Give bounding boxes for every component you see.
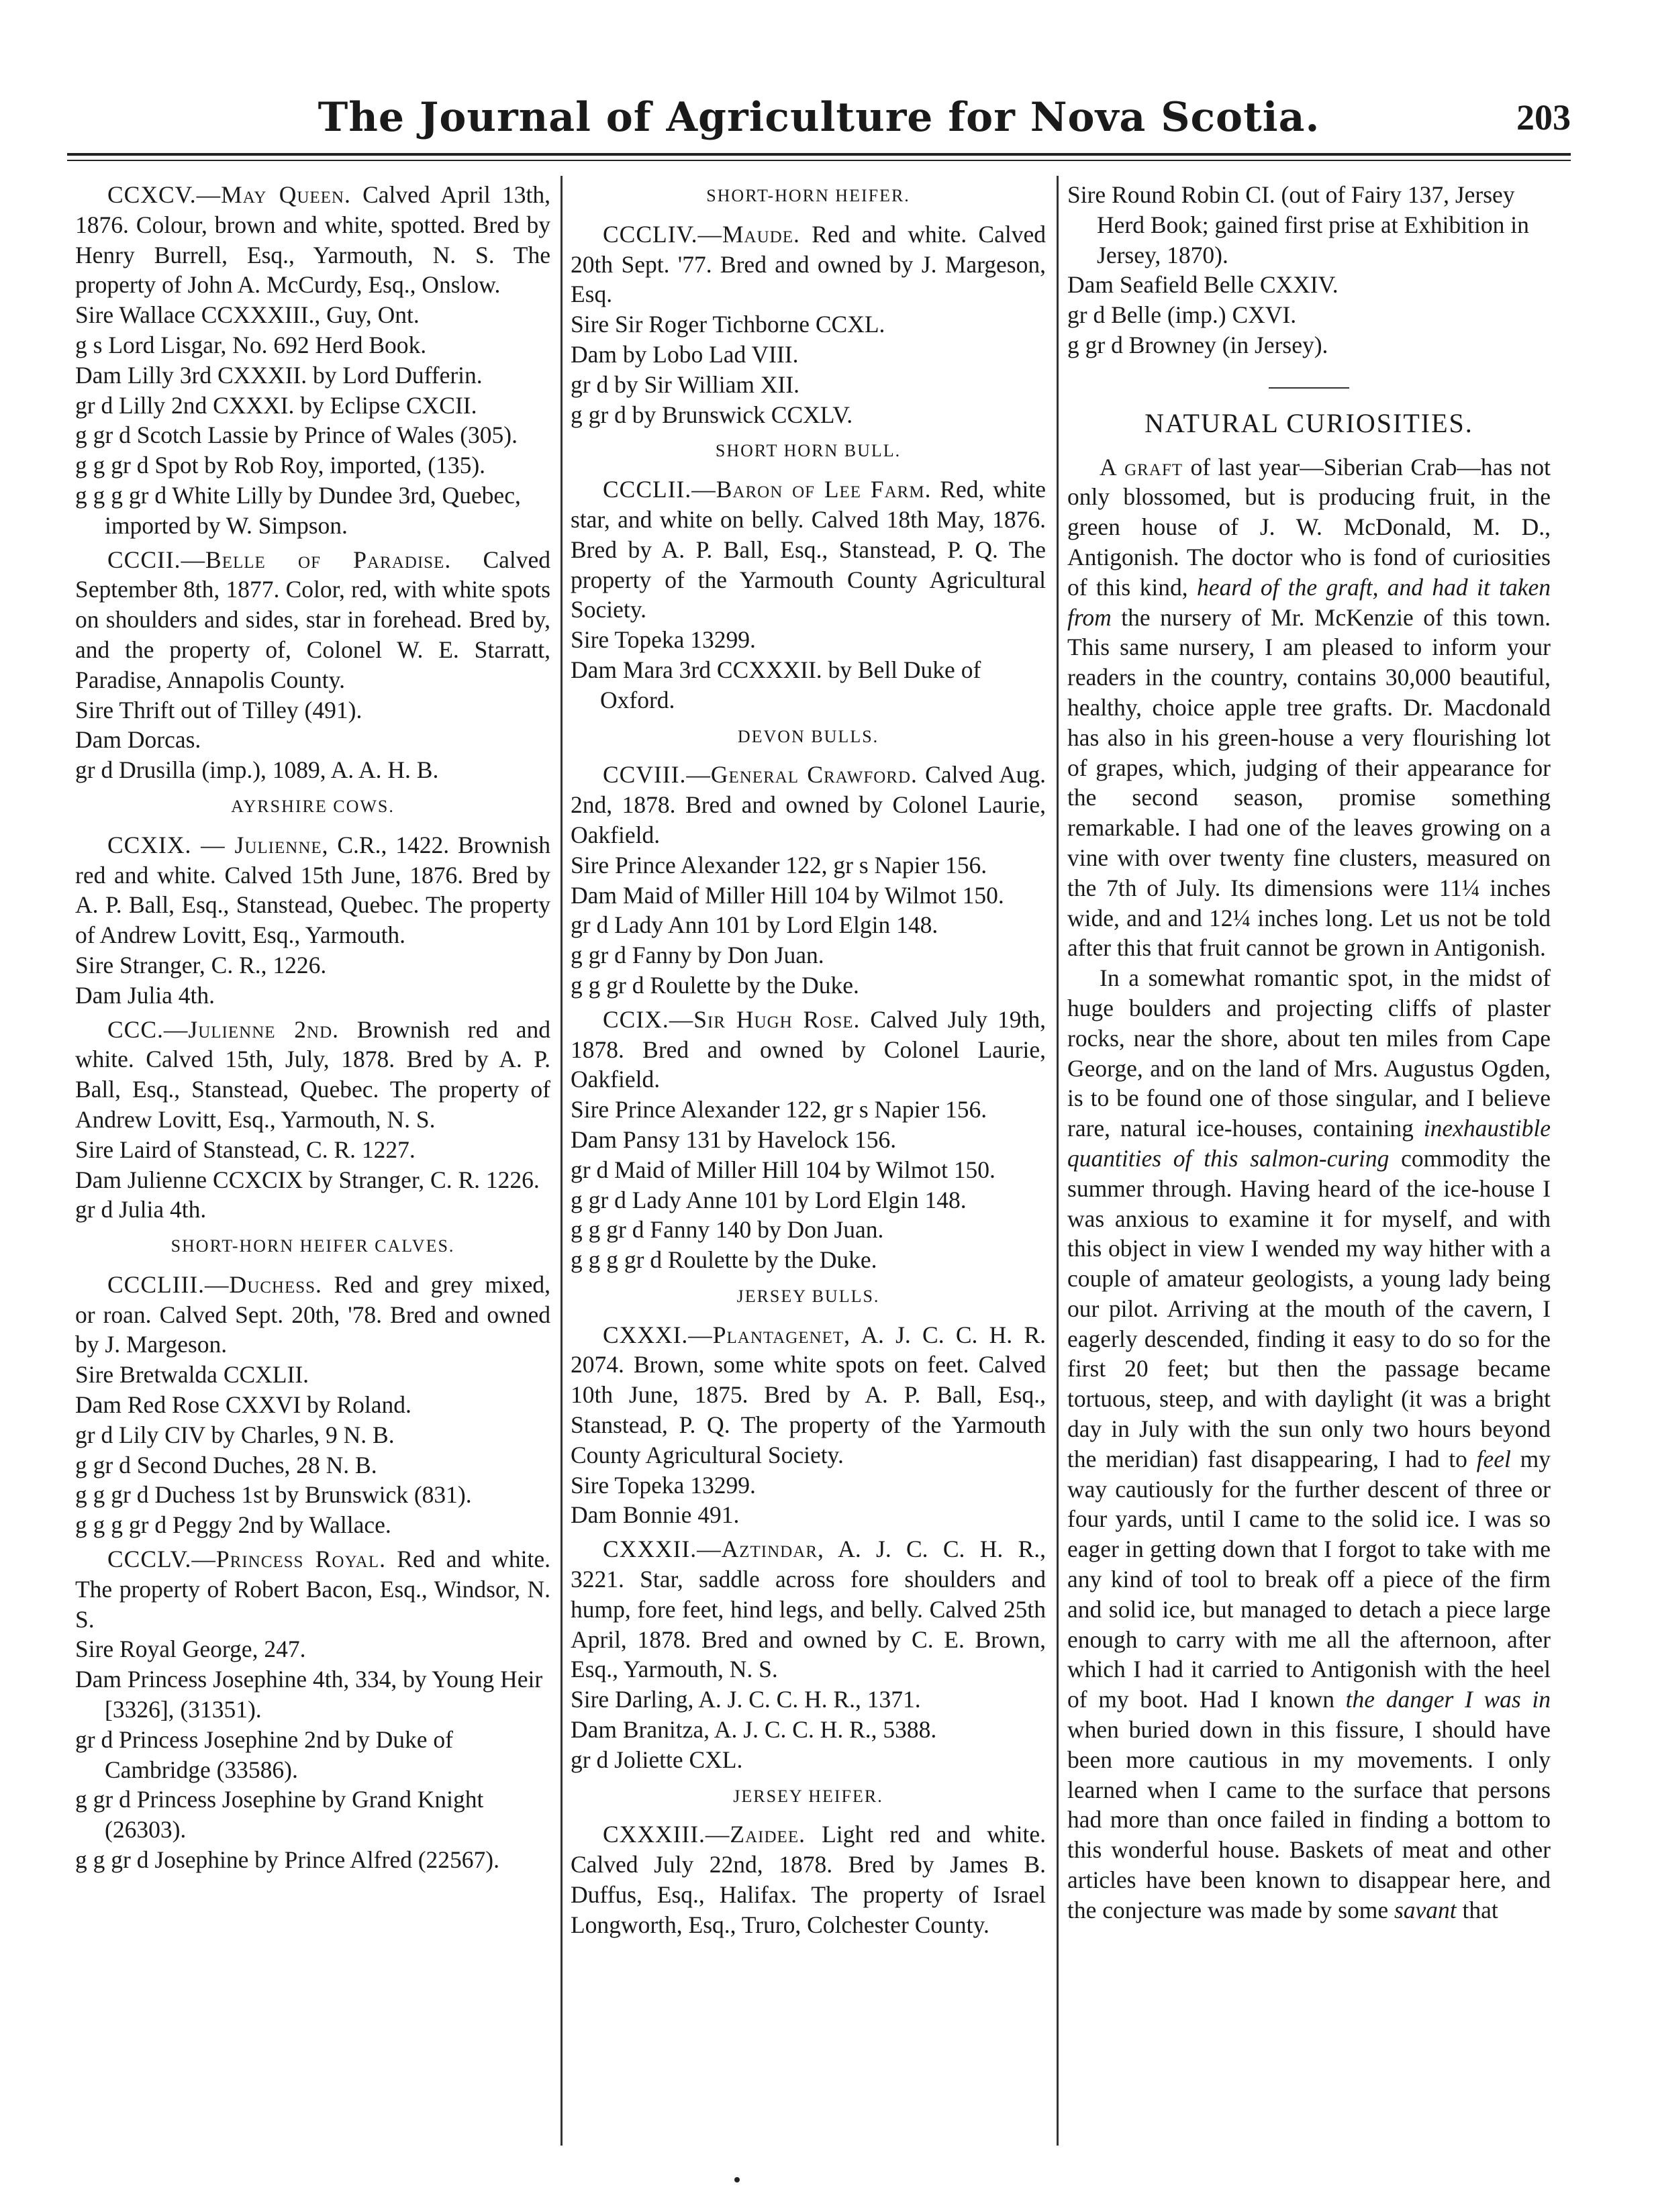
pedigree-line: gr d by Sir William XII. bbox=[571, 370, 800, 398]
pedigree-line: Dam Julia 4th. bbox=[75, 981, 215, 1009]
pedigree-line: g g g gr d White Lilly by Dundee 3rd, Quebec, imported by W. Simpson. bbox=[75, 481, 521, 539]
entry-princess-royal: CCCLV.—Princess Royal. Red and white. The property of Robert Bacon, Esq., Windsor, N. S. bbox=[75, 1546, 550, 1633]
pedigree-line: gr d Belle (imp.) CXVI. bbox=[1067, 301, 1297, 329]
pedigree-line: Sire Topeka 13299. bbox=[571, 1471, 756, 1499]
pedigree-line: g gr d Fanny by Don Juan. bbox=[571, 942, 824, 969]
pedigree-line: Dam Red Rose CXXVI by Roland. bbox=[75, 1391, 411, 1419]
pedigree-line: g gr d Browney (in Jersey). bbox=[1067, 331, 1328, 358]
entry-may-queen: CCXCV.—May Queen. Calved April 13th, 1876. Colour, brown and white, spotted. Bred by Henry Burrell, Esq., Yarmouth, N. S. The property of John A. McCurdy, Esq., Onslow. bbox=[75, 181, 550, 299]
pedigree-line: g gr d Princess Josephine by Grand Knight (26303). bbox=[75, 1786, 484, 1844]
pedigree-line: gr d Julia 4th. bbox=[75, 1196, 207, 1223]
pedigree-line: Sire Thrift out of Tilley (491). bbox=[75, 696, 362, 723]
pedigree-line: g g gr d Josephine by Prince Alfred (22567). bbox=[75, 1846, 499, 1874]
pedigree-line: Sire Royal George, 247. bbox=[75, 1636, 306, 1663]
pedigree-line: g gr d Second Duches, 28 N. B. bbox=[75, 1451, 377, 1478]
entry-belle-of-paradise: CCCII.—Belle of Paradise. Calved September 8th, 1877. Color, red, with white spots on shoulders and sides, star in forehead. Bred by, and the property of, Colonel W. E. Starratt, Paradise, Annapolis County. bbox=[75, 546, 550, 693]
entry-aztindar: CXXXII.—Aztindar, A. J. C. C. H. R., 3221. Star, saddle across fore shoulders and hump, fore feet, hind legs, and belly. Calved 25th April, 1878. Bred and owned by C. E. Brown, Esq., Yarmouth, N. S. bbox=[571, 1536, 1046, 1683]
section-heading-shorthorn-bull: SHORT HORN BULL. bbox=[715, 441, 902, 461]
pedigree-line: Dam Dorcas. bbox=[75, 726, 201, 754]
section-heading-shorthorn-heifer: SHORT-HORN HEIFER. bbox=[706, 186, 910, 205]
entry-sir-hugh-rose: CCIX.—Sir Hugh Rose. Calved July 19th, 1878. Bred and owned by Colonel Laurie, Oakfield. bbox=[571, 1005, 1046, 1093]
pedigree-line: Dam by Lobo Lad VIII. bbox=[571, 340, 799, 368]
pedigree-line: Dam Pansy 131 by Havelock 156. bbox=[571, 1125, 897, 1153]
pedigree-line: gr d Lady Ann 101 by Lord Elgin 148. bbox=[571, 911, 938, 939]
column-3 bbox=[1067, 180, 1551, 2146]
pedigree-line: Sire Topeka 13299. bbox=[571, 626, 756, 654]
section-heading-natural-curiosities: NATURAL CURIOSITIES. bbox=[1145, 407, 1473, 438]
pedigree-line: gr d Lilly 2nd CXXXI. by Eclipse CXCII. bbox=[75, 391, 477, 419]
pedigree-line: gr d Drusilla (imp.), 1089, A. A. H. B. bbox=[75, 756, 439, 784]
pedigree-line: g g g gr d Peggy 2nd by Wallace. bbox=[75, 1511, 391, 1539]
section-rule bbox=[1269, 387, 1349, 389]
pedigree-line: g g gr d Roulette by the Duke. bbox=[571, 971, 859, 999]
article-paragraph: A graft of last year—Siberian Crab—has not only blossomed, but is producing fruit, in the green house of J. W. McDonald, M. D., Antigonish. The doctor who is fond of curiosities of this kind, heard of the graft, and had it taken from the nursery of Mr. McKenzie of this town. This same nursery, I am pleased to inform your readers in the country, contains 30,000 beautiful, healthy, choice apple tree grafts. Dr. Macdonald has also in his green-house a very flourishing lot of grapes, which, judging of their appearance for the second season, promise something remarkable. I had one of the leaves growing on a vine with over twenty fine clusters, measured on the 7th of July. Its dimensions were 11¼ inches wide, and and 12¼ inches long. Let us not be told after this that fruit cannot be grown in Antigonish. bbox=[1067, 453, 1551, 962]
header-rule-bottom bbox=[67, 160, 1571, 161]
pedigree-line: Dam Princess Josephine 4th, 334, by Young Heir [3326], (31351). bbox=[75, 1666, 543, 1723]
pedigree-line: Dam Julienne CCXCIX by Stranger, C. R. 1226. bbox=[75, 1166, 540, 1193]
pedigree-line: gr d Princess Josephine 2nd by Duke of Cambridge (33586). bbox=[75, 1725, 453, 1783]
entry-julienne: CCXIX. — Julienne, C.R., 1422. Brownish red and white. Calved 15th June, 1876. Bred by A. P. Ball, Esq., Stanstead, Quebec. The property of Andrew Lovitt, Esq., Yarmouth. bbox=[75, 831, 550, 949]
section-heading-ayrshire: AYRSHIRE COWS. bbox=[231, 796, 395, 816]
entry-baron-of-lee-farm: CCCLII.—Baron of Lee Farm. Red, white star, and white on belly. Calved 18th May, 1876. Bred by A. P. Ball, Esq., Stanstead, P. Q. The property of the Yarmouth County Agricultural Society. bbox=[571, 476, 1046, 623]
entry-plantagenet: CXXXI.—Plantagenet, A. J. C. C. H. R. 2074. Brown, some white spots on feet. Calved 10th June, 1875. Bred by A. P. Ball, Esq., Stanstead, P. Q. The property of the Yarmouth County Agricultural Society. bbox=[571, 1321, 1046, 1468]
pedigree-line: gr d Lily CIV by Charles, 9 N. B. bbox=[75, 1421, 395, 1448]
pedigree-line: g g gr d Spot by Rob Roy, imported, (135). bbox=[75, 452, 486, 479]
entry-zaidee: CXXXIII.—Zaidee. Light red and white. Calved July 22nd, 1878. Bred by James B. Duffus, Esq., Halifax. The property of Israel Longworth, Esq., Truro, Colchester County. bbox=[571, 1821, 1046, 1938]
pedigree-line: Dam Mara 3rd CCXXXII. by Bell Duke of Oxford. bbox=[571, 656, 981, 713]
entry-maude: CCCLIV.—Maude. Red and white. Calved 20th Sept. '77. Bred and owned by J. Margeson, Esq. bbox=[571, 220, 1046, 308]
entry-julienne-2nd: CCC.—Julienne 2nd. Brownish red and white. Calved 15th, July, 1878. Bred by A. P. Ball, Esq., Stanstead, Quebec. The property of Andrew Lovitt, Esq., Yarmouth, N. S. bbox=[75, 1015, 550, 1133]
entry-duchess: CCCLIII.—Duchess. Red and grey mixed, or roan. Calved Sept. 20th, '78. Bred and owned by J. Margeson. bbox=[75, 1270, 550, 1358]
section-heading-shorthorn-calves: SHORT-HORN HEIFER CALVES. bbox=[171, 1236, 455, 1256]
entry-general-crawford: CCVIII.—General Crawford. Calved Aug. 2nd, 1878. Bred and owned by Colonel Laurie, Oakfield. bbox=[571, 761, 1046, 848]
pedigree-line: Sire Stranger, C. R., 1226. bbox=[75, 951, 327, 978]
pedigree-line: Dam Bonnie 491. bbox=[571, 1501, 740, 1529]
pedigree-line: g gr d Scotch Lassie by Prince of Wales (305). bbox=[75, 421, 518, 449]
pedigree-line: Dam Maid of Miller Hill 104 by Wilmot 150. bbox=[571, 881, 1004, 909]
pedigree-line: Dam Lilly 3rd CXXXII. by Lord Dufferin. bbox=[75, 361, 483, 389]
pedigree-line: g g g gr d Roulette by the Duke. bbox=[571, 1246, 877, 1274]
pedigree-line: Sire Round Robin CI. (out of Fairy 137, Jersey Herd Book; gained first prise at Exhibition in Jersey, 1870). bbox=[1067, 181, 1529, 268]
pedigree-line: Dam Branitza, A. J. C. C. H. R., 5388. bbox=[571, 1716, 937, 1744]
pedigree-line: g g gr d Fanny 140 by Don Juan. bbox=[571, 1216, 884, 1244]
column-divider-1 bbox=[561, 176, 563, 2146]
journal-title: The Journal of Agriculture for Nova Scotia. bbox=[318, 94, 1320, 141]
page-number: 203 bbox=[1516, 97, 1571, 138]
pedigree-line: g gr d by Brunswick CCXLV. bbox=[571, 401, 853, 428]
pedigree-line: Sire Laird of Stanstead, C. R. 1227. bbox=[75, 1136, 416, 1163]
pedigree-line: Sire Prince Alexander 122, gr s Napier 156. bbox=[571, 851, 987, 878]
pedigree-line: gr d Joliette CXL. bbox=[571, 1746, 743, 1773]
pedigree-line: Sire Wallace CCXXXIII., Guy, Ont. bbox=[75, 301, 420, 329]
section-heading-devon-bulls: DEVON BULLS. bbox=[737, 726, 879, 746]
pedigree-line: g g gr d Duchess 1st by Brunswick (831). bbox=[75, 1481, 472, 1509]
pedigree-line: Dam Seafield Belle CXXIV. bbox=[1067, 271, 1339, 299]
column-2 bbox=[571, 180, 1046, 2146]
header-rule-top bbox=[67, 153, 1571, 156]
page-header bbox=[67, 94, 1571, 148]
pedigree-line: Sire Sir Roger Tichborne CCXL. bbox=[571, 311, 885, 338]
pedigree-line: g gr d Lady Anne 101 by Lord Elgin 148. bbox=[571, 1186, 967, 1213]
section-heading-jersey-heifer: JERSEY HEIFER. bbox=[733, 1786, 883, 1806]
column-divider-2 bbox=[1057, 176, 1059, 2146]
pedigree-line: g s Lord Lisgar, No. 692 Herd Book. bbox=[75, 331, 427, 358]
article-paragraph: In a somewhat romantic spot, in the midst of huge boulders and projecting cliffs of plaster rocks, near the shore, about ten miles from Cape George, and on the land of Mrs. Augustus Ogden, is to be found one of those singular, and I believe rare, natural ice-houses, containing inexhaustible quantities of this salmon-curing commodity the summer through. Having heard of the ice-house I was anxious to examine it for myself, and with this object in view I wended my way hither with a couple of amateur geologists, a young lady being our pilot. Arriving at the mouth of the cavern, I eagerly descended, finding it easy to do so for the first 20 feet; but then the passage became tortuous, steep, and with daylight (it was a bright day in July with the sun only two hours beyond the meridian) fast disappearing, I had to feel my way cautiously for the further descent of three or four yards, until I came to the solid ice. I was so eager in getting down that I forgot to take with me any kind of tool to break off a piece of the firm and solid ice, but managed to detach a piece large enough to carry with me all the afternoon, after which I had it carried to Antigonish with the heel of my boot. Had I known the danger I was in when buried down in this fissure, I should have been more cautious in my movements. I only learned when I came to the surface that persons had more than once failed in finding a bottom to this wonderful house. Baskets of meat and other articles have been known to disappear here, and the conjecture was made by some savant that bbox=[1067, 964, 1551, 1923]
pedigree-line: Sire Bretwalda CCXLII. bbox=[75, 1361, 309, 1389]
pedigree-line: Sire Prince Alexander 122, gr s Napier 156. bbox=[571, 1096, 987, 1123]
pedigree-line: gr d Maid of Miller Hill 104 by Wilmot 150. bbox=[571, 1156, 995, 1183]
pedigree-line: Sire Darling, A. J. C. C. H. R., 1371. bbox=[571, 1686, 921, 1713]
page-footer-dot bbox=[734, 2177, 740, 2182]
column-1 bbox=[75, 180, 550, 2146]
section-heading-jersey-bulls: JERSEY BULLS. bbox=[736, 1286, 880, 1306]
